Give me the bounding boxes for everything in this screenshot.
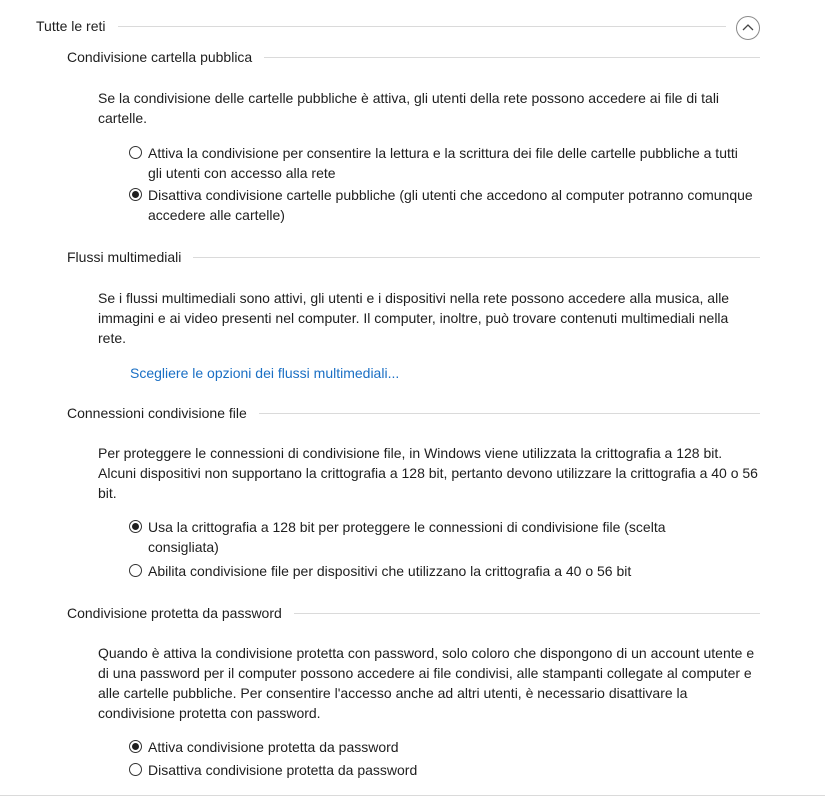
radio-label: Disattiva condivisione protetta da password [148, 762, 418, 778]
password-off-radio[interactable] [129, 760, 754, 780]
public-folder-header [67, 47, 760, 67]
encryption-40-56-radio[interactable] [129, 561, 754, 581]
radio-button[interactable] [129, 188, 142, 201]
radio-label: Attiva la condivisione per consentire la lettura e la scrittura dei file delle cartelle pubbliche a tutti gli utenti con accesso alla rete [148, 145, 738, 181]
password-on-radio[interactable] [129, 737, 754, 757]
password-heading: Condivisione protetta da password [67, 605, 282, 621]
radio-label: Disattiva condivisione cartelle pubbliche (gli utenti che accedono al computer potranno comunque accedere alle cartelle) [148, 187, 753, 223]
media-options-link[interactable]: Scegliere le opzioni dei flussi multimediali... [130, 365, 400, 381]
password-header [67, 603, 760, 623]
file-sharing-header [67, 403, 760, 423]
media-header [67, 247, 760, 267]
public-folder-description: Se la condivisione delle cartelle pubbliche è attiva, gli utenti della rete possono accedere ai file di tali cartelle. [98, 90, 720, 126]
bottom-divider [0, 795, 825, 796]
media-description: Se i flussi multimediali sono attivi, gli utenti e i dispositivi nella rete possono accedere alla musica, alle immagini e ai video presenti nel computer. Il computer, inoltre, può trovare contenuti multimediali nella rete. [98, 290, 730, 346]
divider [294, 613, 760, 614]
public-folder-on-radio[interactable] [129, 143, 754, 183]
radio-label: Usa la crittografia a 128 bit per proteggere le connessioni di condivisione file (scelta consigliata) [148, 519, 666, 555]
divider [264, 57, 760, 58]
media-heading: Flussi multimediali [67, 249, 182, 265]
radio-button[interactable] [129, 763, 142, 776]
divider [259, 413, 760, 414]
file-sharing-heading: Connessioni condivisione file [67, 405, 247, 421]
radio-button[interactable] [129, 146, 142, 159]
divider [118, 26, 726, 27]
radio-button[interactable] [129, 740, 142, 753]
divider [193, 257, 760, 258]
radio-button[interactable] [129, 564, 142, 577]
section-header [36, 16, 726, 36]
encryption-128-radio[interactable] [129, 517, 729, 557]
public-folder-heading: Condivisione cartella pubblica [67, 49, 253, 65]
public-folder-off-radio[interactable] [129, 185, 754, 225]
password-description: Quando è attiva la condivisione protetta con password, solo coloro che dispongono di un account utente e di una password per il computer possono accedere ai file condivisi, alle stampanti collegate al computer e alle cartelle pubbliche. Per consentire l'accesso anche ad altri utenti, è necessario disattivare la condivisione protetta con password. [98, 645, 755, 721]
radio-label: Attiva condivisione protetta da password [148, 739, 399, 755]
collapse-button[interactable] [736, 16, 760, 40]
chevron-up-icon [742, 23, 754, 33]
radio-button[interactable] [129, 520, 142, 533]
section-title: Tutte le reti [36, 18, 106, 34]
file-sharing-description: Per proteggere le connessioni di condivisione file, in Windows viene utilizzata la crittografia a 128 bit. Alcuni dispositivi non supportano la crittografia a 128 bit, pertanto devono utilizzare la crittografia a 40 o 56 bit. [98, 445, 758, 501]
radio-label: Abilita condivisione file per dispositivi che utilizzano la crittografia a 40 o 56 bit [148, 563, 632, 579]
